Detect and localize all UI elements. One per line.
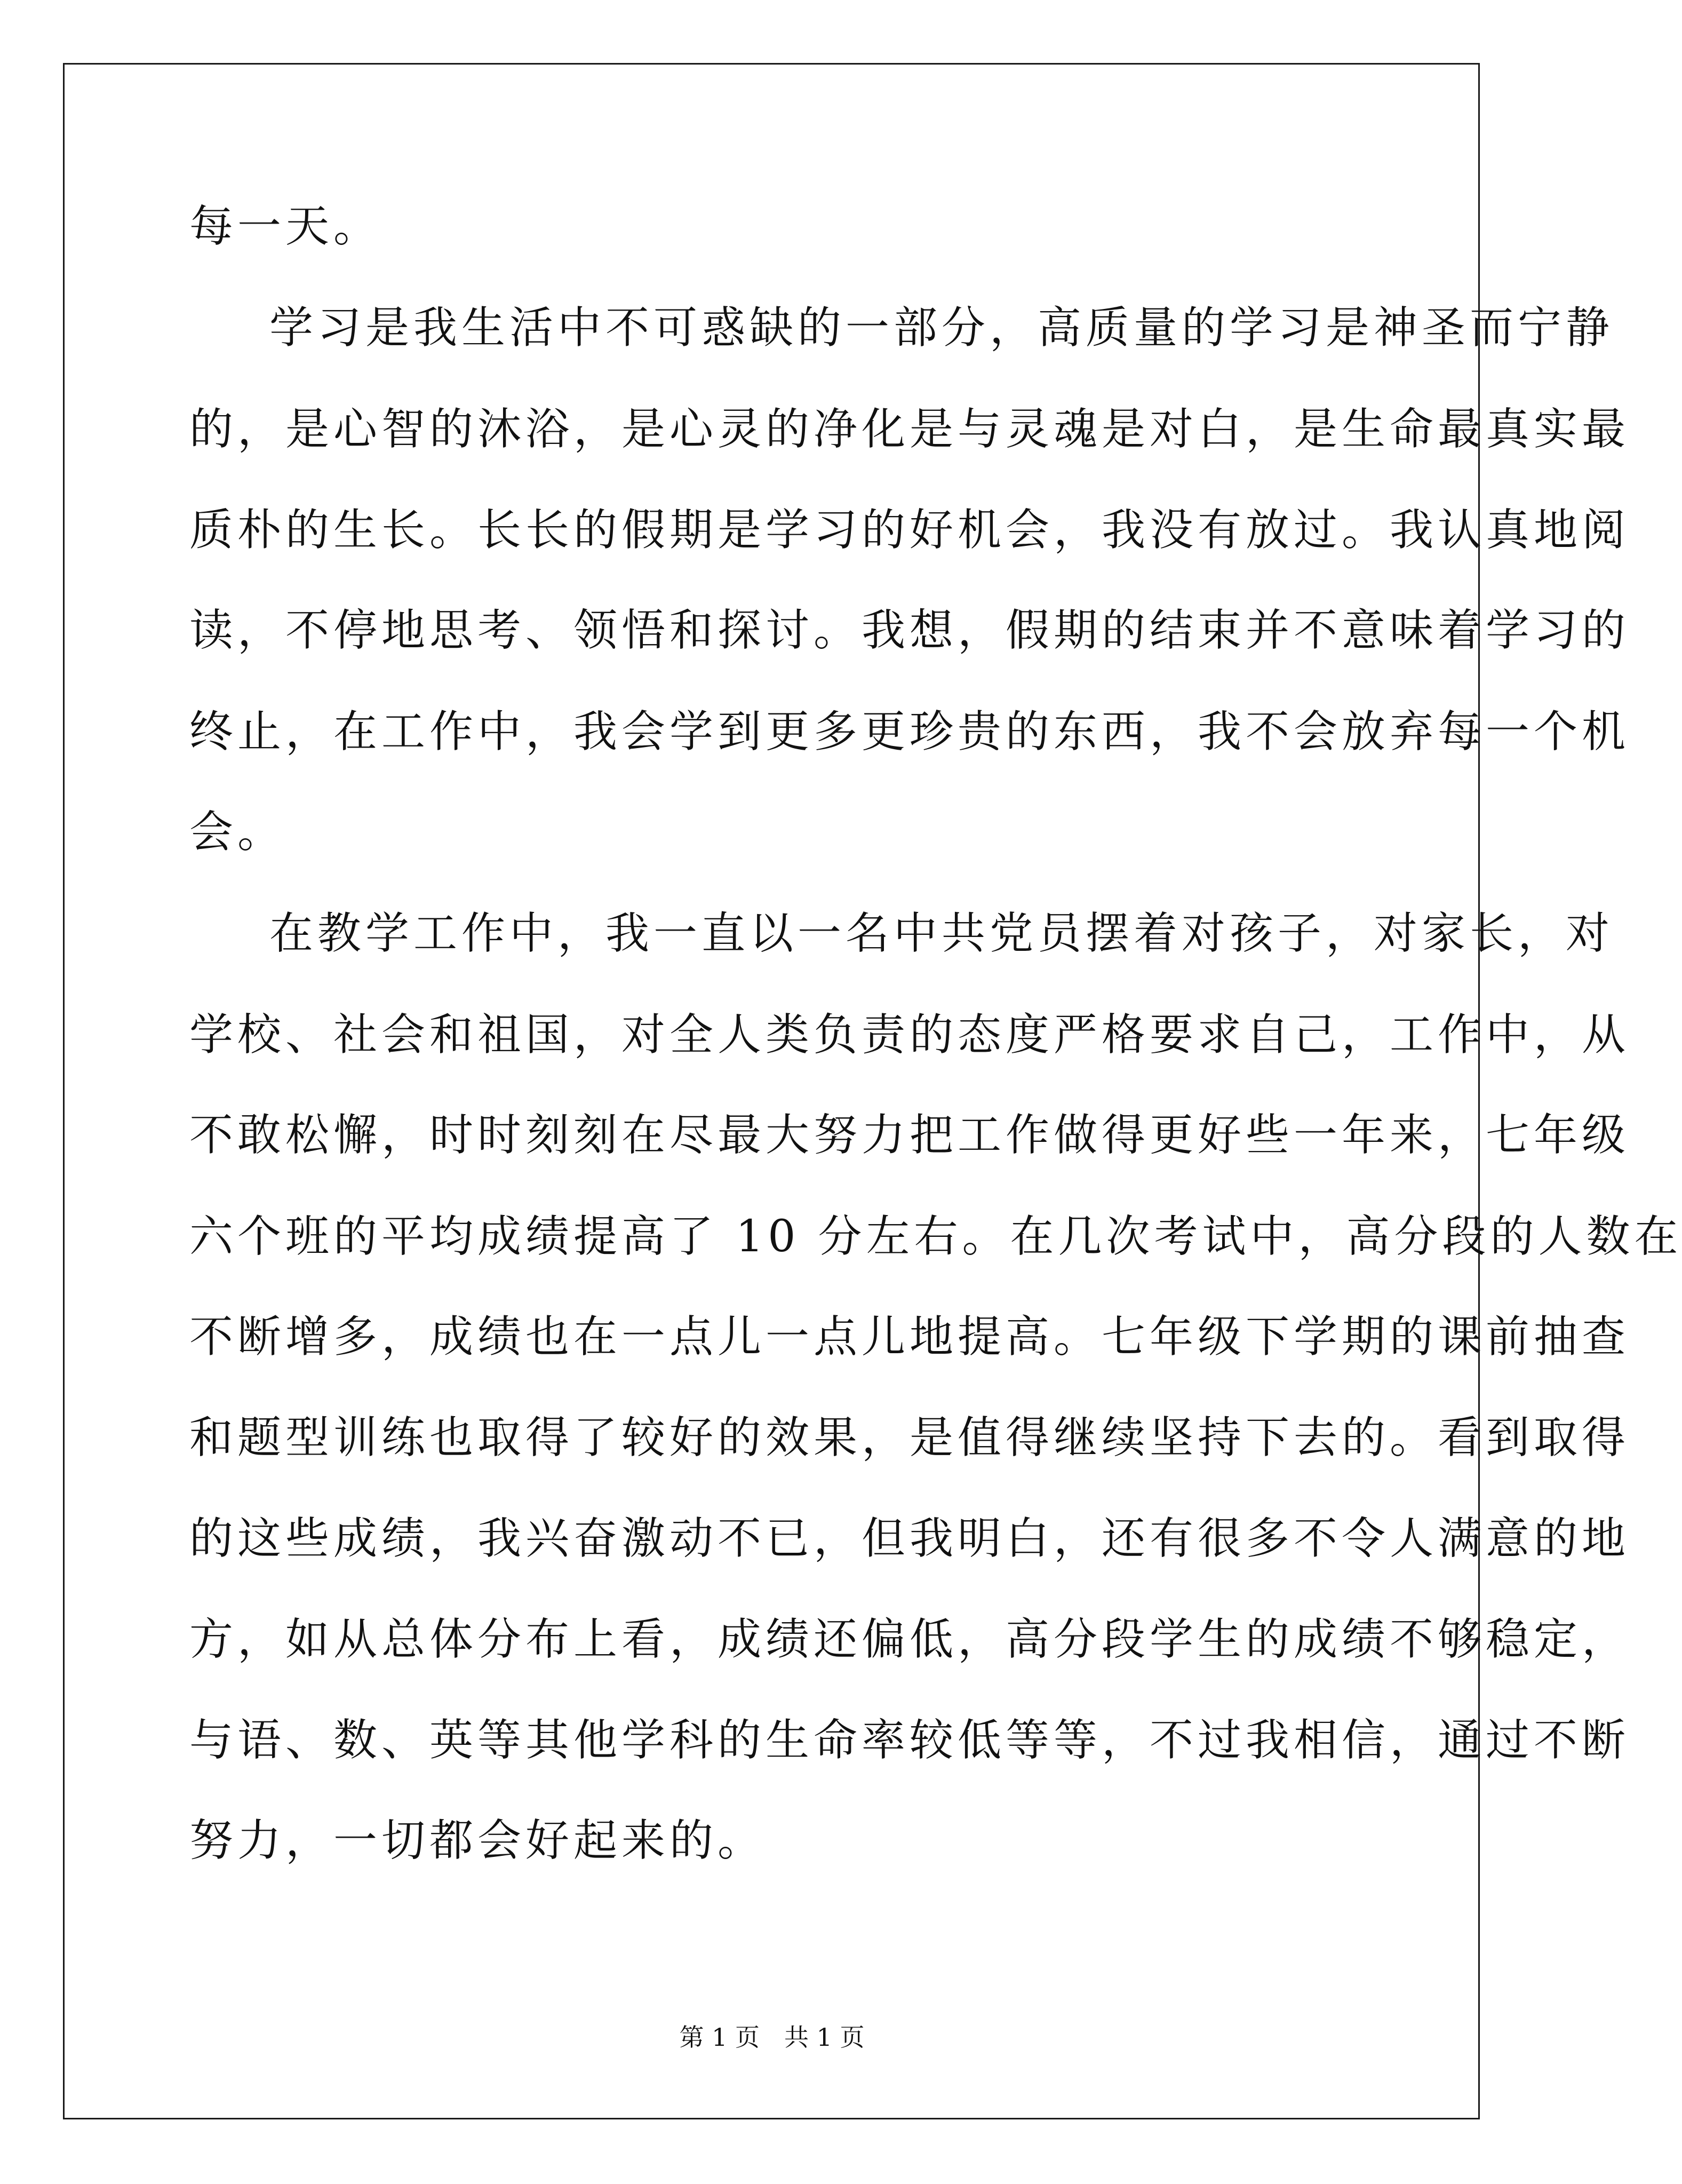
page-border xyxy=(63,63,1682,2119)
text-line: 努力，一切都会好起来的。 xyxy=(189,1815,766,1866)
text-line: 学校、社会和祖国，对全人类负责的态度严格要求自己，工作中，从 xyxy=(189,1010,1630,1060)
text-line: 六个班的平均成绩提高了 10 分左右。在几次考试中，高分段的人数在 xyxy=(189,1211,1682,1262)
text-line: 读，不停地思考、领悟和探讨。我想，假期的结束并不意味着学习的 xyxy=(189,605,1630,656)
text-line: 和题型训练也取得了较好的效果，是值得继续坚持下去的。看到取得 xyxy=(189,1412,1630,1463)
text-line: 与语、数、英等其他学科的生命率较低等等，不过我相信，通过不断 xyxy=(189,1715,1630,1766)
text-line: 不断增多，成绩也在一点儿一点儿地提高。七年级下学期的课前抽查 xyxy=(189,1312,1630,1362)
text-line: 会。 xyxy=(189,807,286,857)
text-line: 的，是心智的沐浴，是心灵的净化是与灵魂是对白，是生命最真实最 xyxy=(189,404,1630,455)
text-line: 每一天。 xyxy=(189,201,382,252)
text-line: 不敢松懈，时时刻刻在尽最大努力把工作做得更好些一年来，七年级 xyxy=(189,1110,1630,1161)
page-number-footer: 第 1 页 共 1 页 xyxy=(679,2023,865,2052)
text-line: 质朴的生长。长长的假期是学习的好机会，我没有放过。我认真地阅 xyxy=(189,505,1630,555)
text-line: 方，如从总体分布上看，成绩还偏低，高分段学生的成绩不够稳定， xyxy=(189,1614,1630,1665)
text-line: 的这些成绩，我兴奋激动不已，但我明白，还有很多不令人满意的地 xyxy=(189,1513,1630,1564)
text-line: 终止，在工作中，我会学到更多更珍贵的东西，我不会放弃每一个机 xyxy=(189,706,1630,757)
text-line: 学习是我生活中不可惑缺的一部分，高质量的学习是神圣而宁静 xyxy=(269,303,1614,353)
text-line: 在教学工作中，我一直以一名中共党员摆着对孩子，对家长，对 xyxy=(269,908,1614,959)
